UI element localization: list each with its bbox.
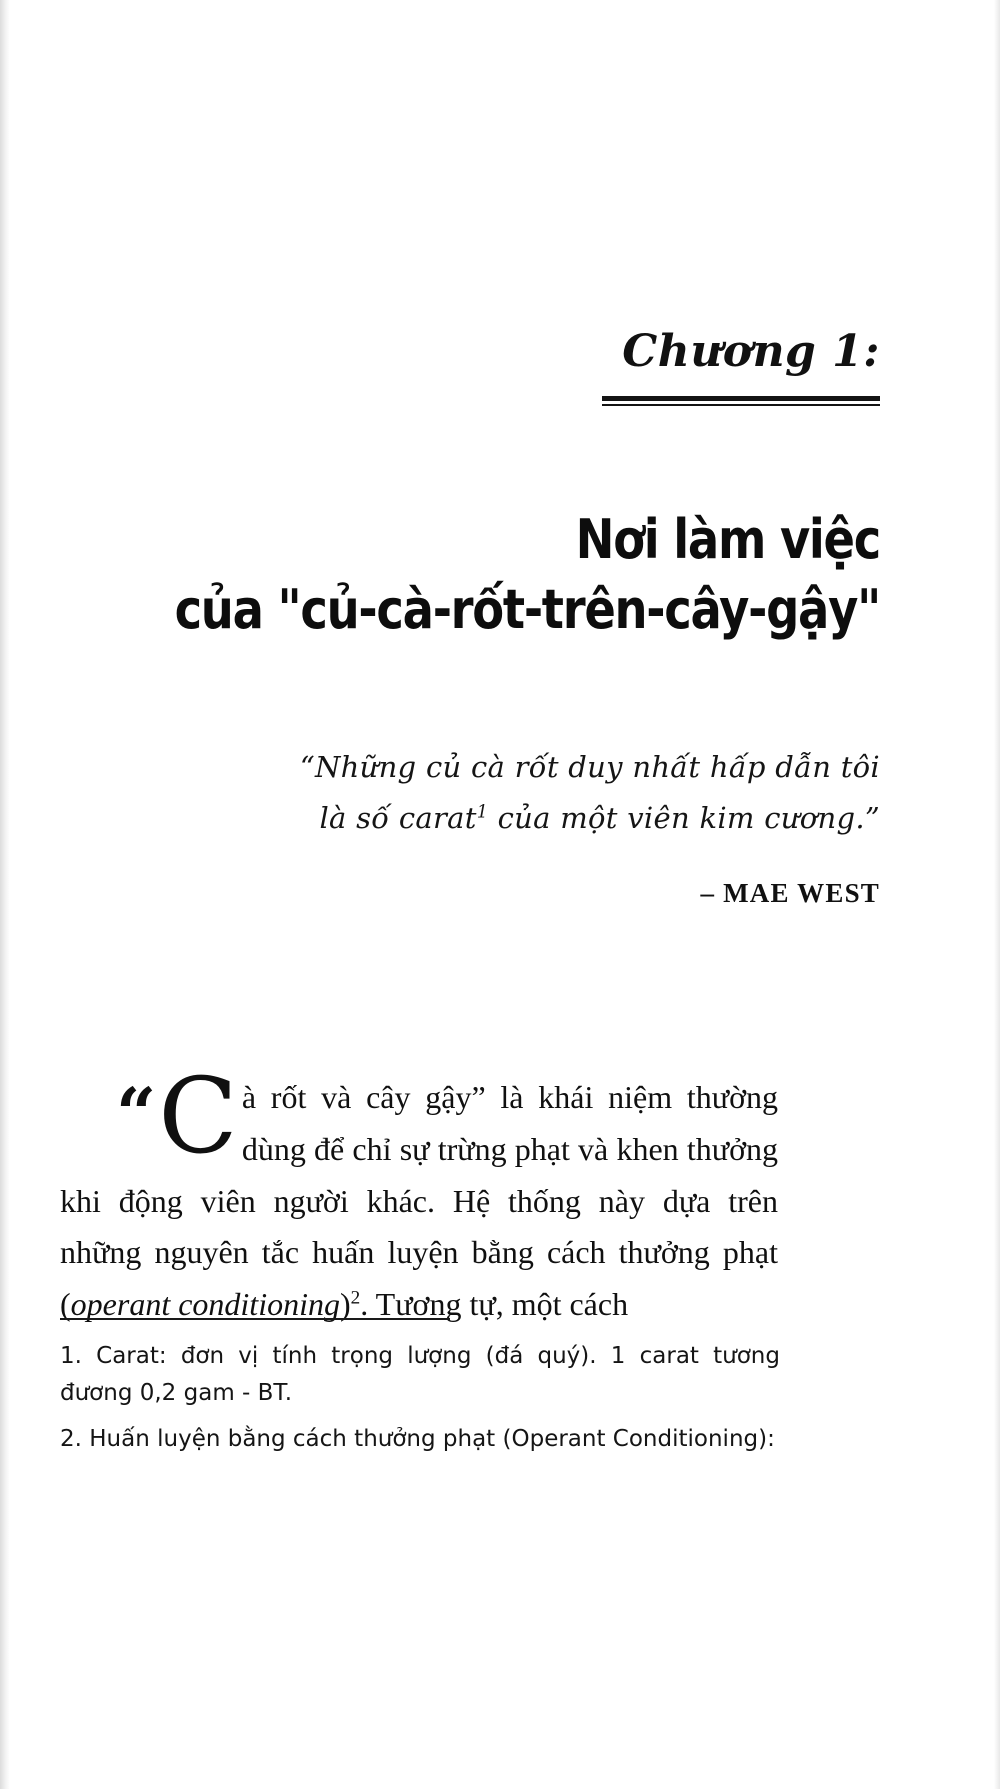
epigraph-line-2-post: của một viên kim cương.” bbox=[488, 800, 880, 835]
chapter-title bbox=[0, 505, 880, 645]
body-text-post: . Tương tự, một cách bbox=[360, 1286, 629, 1323]
footnote-item-1: 1. Carat: đơn vị tính trọng lượng (đá quý). 1 carat tương đương 0,2 gam - BT. bbox=[60, 1343, 780, 1407]
footnote-divider bbox=[60, 1318, 450, 1320]
chapter-heading bbox=[0, 326, 880, 406]
chapter-title-line-1: Nơi làm việc bbox=[575, 508, 880, 571]
body-text-paren-close: ) bbox=[339, 1286, 351, 1323]
body-text-block bbox=[60, 1040, 778, 1363]
body-footnote-marker: 2 bbox=[350, 1287, 361, 1309]
chapter-title-line-2: của "củ-cà-rốt-trên-cây-gậy" bbox=[174, 578, 880, 642]
epigraph-line-2 bbox=[0, 793, 880, 844]
body-text-italic: operant conditioning bbox=[70, 1286, 340, 1323]
opening-quote-mark: “ bbox=[116, 1072, 157, 1155]
chapter-divider bbox=[602, 396, 880, 406]
epigraph-block bbox=[0, 742, 880, 909]
footnote-list bbox=[60, 1338, 780, 1466]
epigraph-line-2-pre: là số carat bbox=[319, 800, 477, 835]
epigraph-footnote-marker: 1 bbox=[476, 802, 489, 823]
chapter-label: Chương 1: bbox=[622, 326, 880, 377]
drop-cap-letter: C bbox=[158, 1055, 238, 1177]
footnote-item-2: 2. Huấn luyện bằng cách thưởng phạt (Operant Conditioning): bbox=[60, 1425, 775, 1452]
body-paragraph bbox=[60, 1055, 778, 1331]
body-text-pre: à rốt và cây gậy” là khái niệm thường dùng để chỉ sự trừng phạt và khen thưởng khi động viên người khác. Hệ thống này dựa trên những nguyên tắc huấn luyện bằng cách thưởng phạt ( bbox=[60, 1079, 778, 1323]
epigraph-attribution: – MAE WEST bbox=[700, 877, 880, 908]
epigraph-line-1: “Những củ cà rốt duy nhất hấp dẫn tôi bbox=[299, 750, 880, 784]
